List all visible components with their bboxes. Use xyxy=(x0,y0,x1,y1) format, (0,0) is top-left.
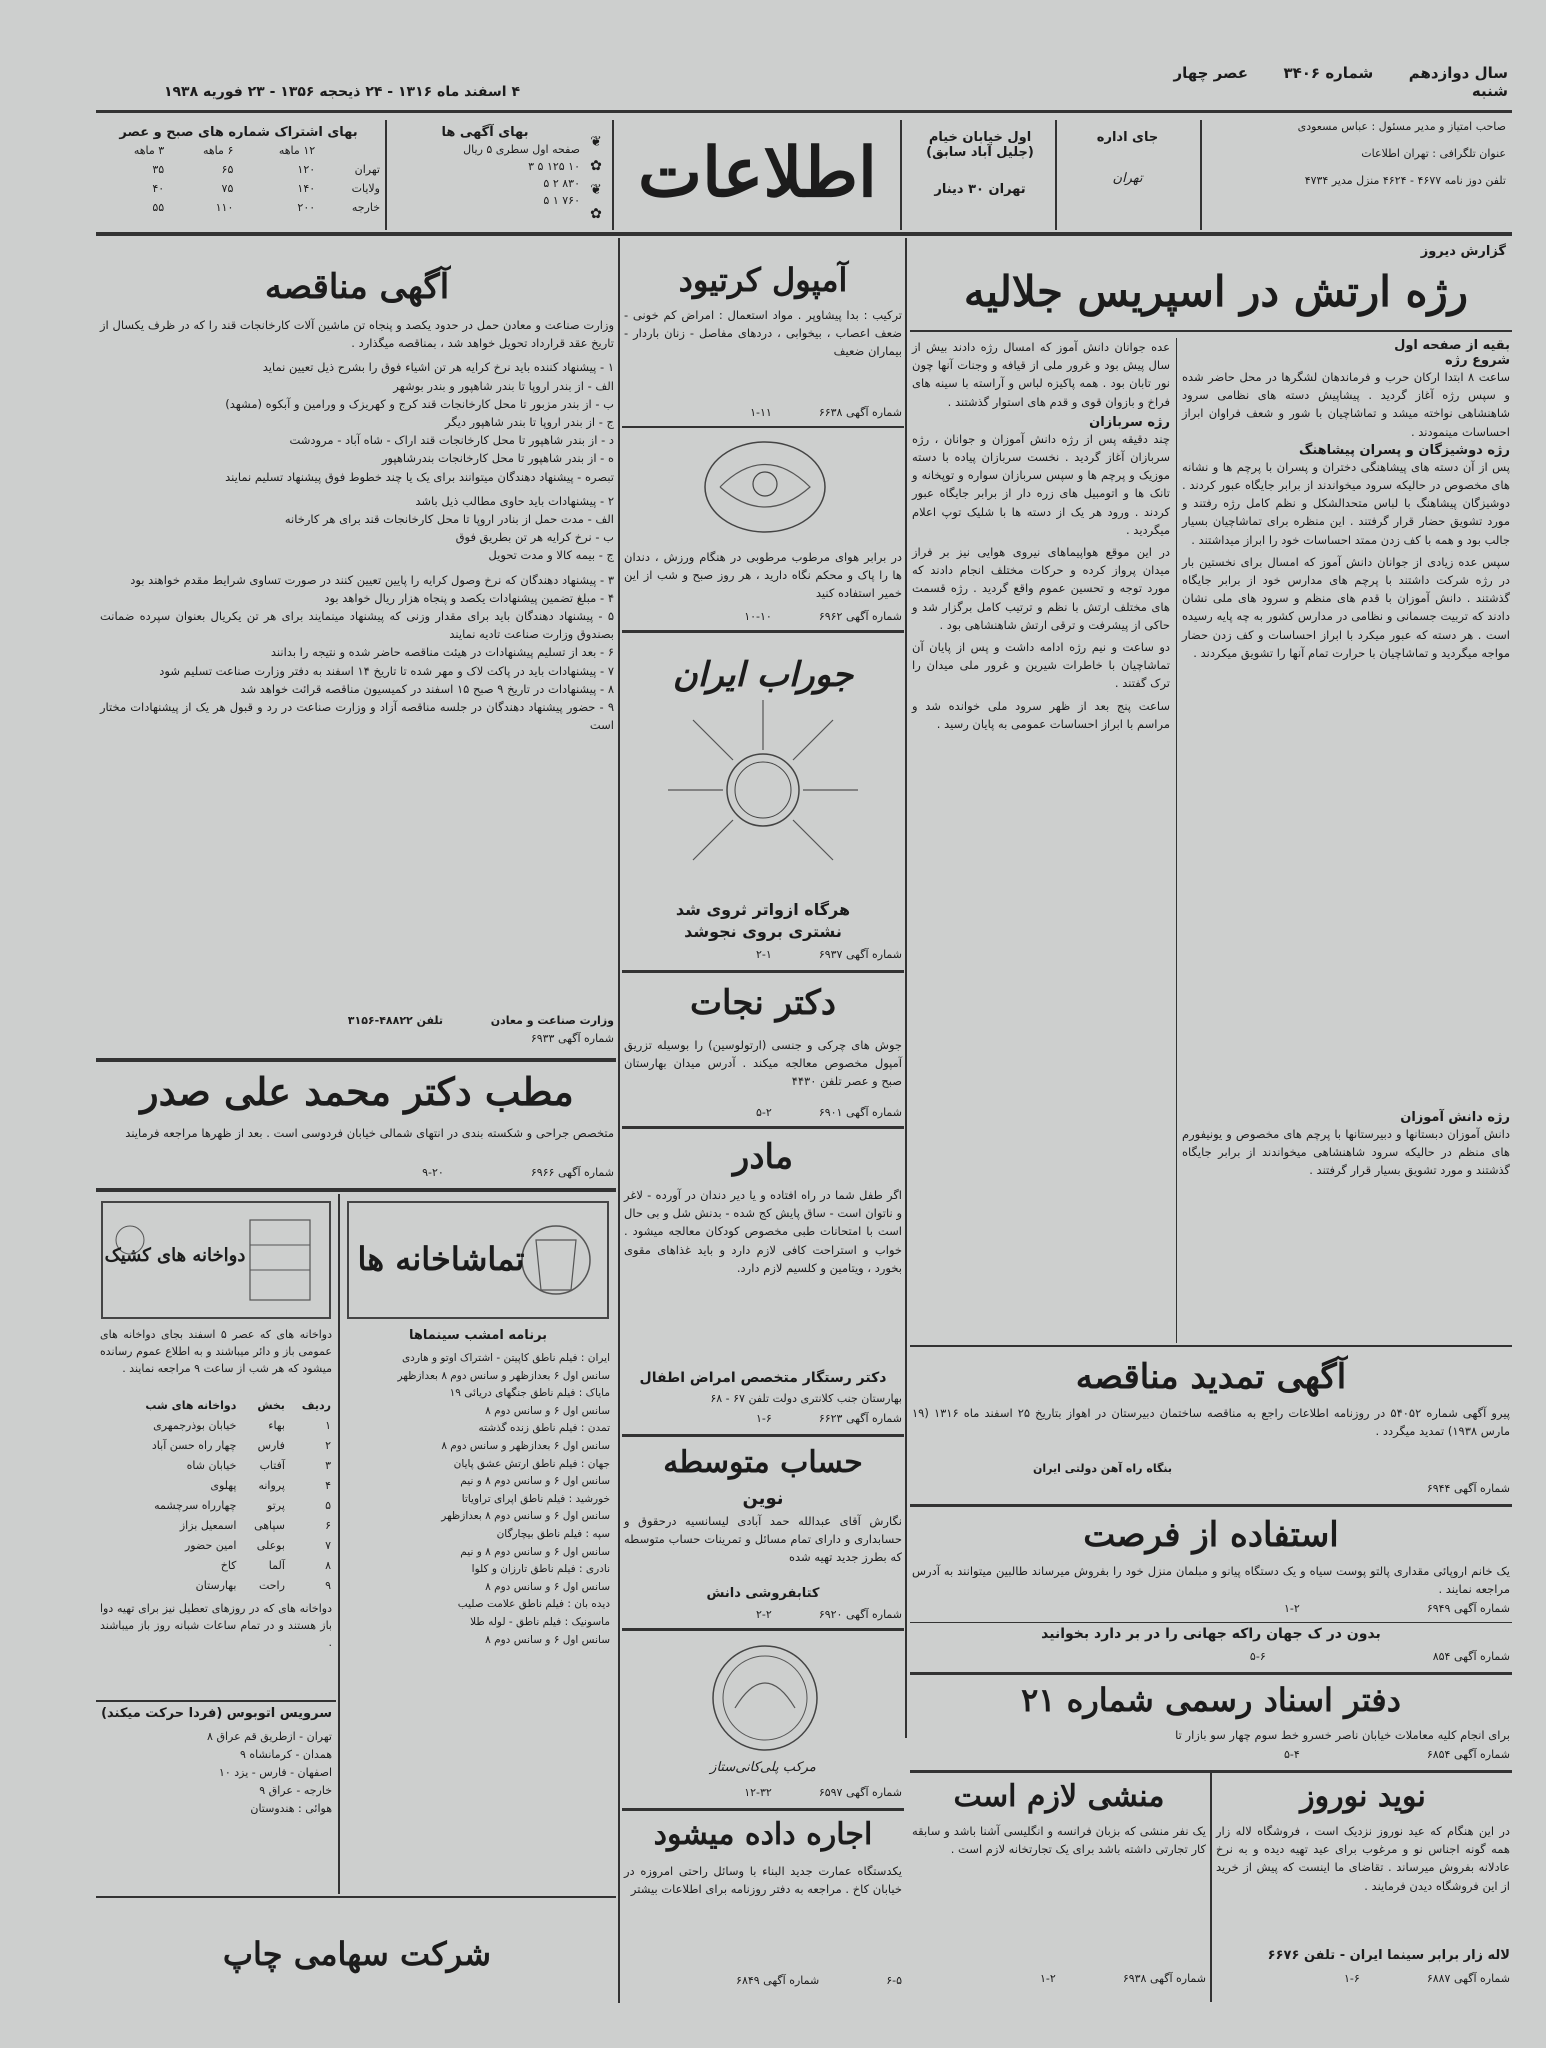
ad-price-row: ۱۰ ۱۲۵ ۵ ۳ xyxy=(528,160,580,173)
article-paragraph: دو ساعت و نیم رژه ادامه داشت و پس از پایان آن تماشاچیان با خاطرات شیرین و غرور ملی میدان را ترک گفتند . xyxy=(912,640,1170,691)
header-office-block xyxy=(1065,130,1190,186)
logo-ad-rule xyxy=(622,1808,904,1811)
notary-num: ۴-۵ xyxy=(1284,1748,1300,1761)
jawrab-stock xyxy=(624,946,902,963)
tender1-item: ۳ - پیشنهاد دهندگان که نرخ وصول کرایه را پایین تعیین کنند در صورت تساوی شرایط مقدم خواهند بود xyxy=(130,572,614,587)
accounting-stock xyxy=(624,1606,902,1623)
office-stock-num: شماره آگهی ۶۹۶۶ xyxy=(530,1166,614,1179)
cinema-line: سانس اول ۶ و سانس دوم ۸ و نیم xyxy=(460,1475,610,1488)
subscription-block xyxy=(96,124,381,217)
cell: بوعلی xyxy=(256,1539,285,1552)
opportunity-line: بدون در ک جهان راکه جهانی را در بر دارد بخوانید xyxy=(1041,1626,1381,1642)
article-paragraph: ساعت پنج بعد از ظهر سرود ملی خوانده شد و مراسم با ابراز احساسات عمومی به پایان رسید . xyxy=(912,698,1170,731)
tender1-item: ۵ - پیشنهاد دهندگان باید برای مقدار وزنی که پیشنهاد مینمایند برای هر تن یکریال بعنوان سپرده ضمانت بصندوق وزارت صناعت تادیه نمایند xyxy=(100,609,614,642)
secretary-text: یک نفر منشی که بزبان فرانسه و انگلیسی آشنا باشد و سابقه کار تجارتی داشته باشد برای یک تجارتخانه لازم است . xyxy=(912,1824,1206,1857)
pharmacy-trains-title: سرویس اتوبوس (فردا حرکت میکند) xyxy=(101,1706,332,1721)
header-divider-4 xyxy=(612,120,614,230)
article-title: رژه ارتش در اسپریس جلالیه xyxy=(963,267,1469,316)
pharmacy-rule xyxy=(96,1700,336,1702)
cell: ۱۴۰ xyxy=(297,182,316,195)
tender1-item: ۲ - پیشنهادات باید حاوی مطالب ذیل باشد xyxy=(415,493,614,508)
tender2-title: آگهی تمدید مناقصه xyxy=(1075,1357,1347,1397)
subscription-table xyxy=(96,141,381,217)
pharmacy-trains xyxy=(100,1728,332,1818)
header-rule-top xyxy=(96,110,1512,113)
cinema-line: سانس اول ۶ بعدازظهر و سانس دوم ۸ بعدازظهر xyxy=(397,1369,610,1382)
cinema-line: سانس اول ۶ و سانس دوم ۸ xyxy=(485,1580,610,1593)
cell: ۶۵ xyxy=(221,163,234,176)
ampoule-text: ترکیب : بدا پیشاوپر . مواد استعمال : امراض کم خونی - ضعف اعصاب ، بیخوابی ، دردهای مفاصل - زنان باردار - بیماران ضعیف xyxy=(624,308,902,359)
footer-company: شرکت سهامی چاپ xyxy=(222,1935,492,1973)
secretary-title: منشی لازم است xyxy=(953,1779,1165,1814)
tender1-item: ه - از بندر شاهپور تا محل کارخانجات بندرشاهپور xyxy=(381,451,614,466)
train-line: اصفهان - فارس - یزد ۱۰ xyxy=(218,1766,332,1779)
opportunity-stock2-num: شماره آگهی ۸۵۴ xyxy=(1432,1650,1510,1663)
cell: فارس xyxy=(257,1439,285,1452)
article-paragraph: عده جوانان دانش آموز که امسال رژه دادند بیش از سال پیش بود و غرور ملی از قیافه و وجنات آنها چون نور تابان بود . همه پاکیزه لباس و آراسته با سینه های فراخ و بازوان قوی و قدم های استوار گذشتند . xyxy=(912,340,1170,409)
article-paragraph: پس از آن دسته های پیشاهنگی دختران و پسران با پرچم ها و نشانه های مخصوص در حالیکه سرود میخواندند از برابر جایگاه عبور کردند . دوشیزگان پیشاهنگ با لباس متحدالشکل و نظم کامل رژه رفتند و مورد تشویق حضار قرار گرفتند . این منظره برای تماشاچیان بسیار جالب بود و همه با کف زدن ممتد احساسات خود را ابراز میداشتند . xyxy=(1182,459,1510,547)
ampoule-num: ۱۱-۱ xyxy=(750,406,772,419)
jawrab-rule xyxy=(622,970,904,973)
cell: ۲۰۰ xyxy=(297,201,316,214)
cell: آفتاب xyxy=(259,1459,285,1472)
rent-text: یکدستگاه عمارت جدید البناء با وسائل راحتی امروزه در خیابان کاخ . مراجعه به دفتر روزنامه برای اطلاعات بیشتر xyxy=(624,1864,902,1897)
notary-title: دفتر اسناد رسمی شماره ۲۱ xyxy=(1021,1681,1401,1719)
cinema-line: تمدن : فیلم ناطق زنده گذشته xyxy=(478,1422,610,1435)
pharmacy-table xyxy=(100,1396,332,1596)
pharmacy-col-head: بخش xyxy=(257,1399,285,1412)
pharmacy-title: دواخانه های کشیک xyxy=(104,1245,246,1266)
cell: تهران xyxy=(354,163,380,176)
pharmacy-header-row xyxy=(100,1396,332,1416)
header-divider-2 xyxy=(1055,120,1057,230)
header-telegraph: عنوان تلگرافی : تهران اطلاعات xyxy=(1361,147,1506,160)
cell: راحت xyxy=(258,1579,285,1592)
cell: ۲ xyxy=(325,1439,331,1452)
mother-num: ۶-۱ xyxy=(756,1412,772,1425)
column-divider-b xyxy=(618,238,620,2003)
tender1-item: ۱ - پیشنهاد کننده باید نرخ کرایه هر تن اشیاء فوق را بشرح ذیل تعیین نماید xyxy=(262,360,614,375)
doctor-text: جوش های چرکی و جنسی (ارتولوسین) را بوسیله تزریق آمپول مخصوص معالجه میکند . آدرس میدان بهارستان صبح و عصر تلفن ۴۴۳۰ xyxy=(624,1038,902,1089)
tender2-text: پیرو آگهی شماره ۵۴۰۵۲ در روزنامه اطلاعات راجع به مناقصه ساختمان دبیرستان در اهواز بتاریخ ۲۵ اسفند ماه ۱۳۱۶ (۱۹ مارس ۱۹۳۸) تمدید میگردد . xyxy=(912,1406,1511,1439)
cell: چهارراه سرچشمه xyxy=(154,1499,237,1512)
cell: خیابان شاه xyxy=(186,1459,237,1472)
article-col-left xyxy=(912,338,1170,733)
office-rule xyxy=(96,1188,616,1192)
train-line: تهران - ازطریق قم عراق ۸ xyxy=(207,1730,332,1743)
accounting-dist: کتابفروشی دانش xyxy=(706,1586,820,1601)
cell: ۸ xyxy=(325,1559,331,1572)
mother-stock-num: شماره آگهی ۶۶۲۳ xyxy=(818,1412,902,1425)
cell: ۱۲ ماهه xyxy=(278,144,316,157)
opportunity-rule xyxy=(910,1622,1512,1623)
header-issue: شماره ۳۴۰۶ xyxy=(1283,64,1374,82)
nowruz-shop-name: لاله زار برابر سینما ایران xyxy=(1349,1948,1510,1963)
opportunity-num2: ۶-۵ xyxy=(1249,1650,1266,1663)
notary-stock xyxy=(912,1746,1510,1763)
header-rule-bottom xyxy=(96,232,1512,236)
nowruz-stock xyxy=(1216,1970,1510,1987)
train-line: همدان - کرمانشاه ۹ xyxy=(240,1748,332,1761)
accounting-sub: نوین xyxy=(742,1488,784,1509)
tender1-item: تبصره - پیشنهاد دهندگان میتوانند برای یک یا چند خطوط فوق پیشنهاد تسلیم نمایند xyxy=(225,469,614,484)
mother-doc: دکتر رستگار متخصص امراض اطفال xyxy=(639,1370,887,1386)
ampoule-title: آمپول کرتیود xyxy=(678,261,848,299)
cinema-header: تماشاخانه ها xyxy=(357,1240,525,1278)
tender1-item: ۴ - مبلغ تضمین پیشنهادات یکصد و پنجاه هزار ریال خواهد بود xyxy=(324,590,614,605)
pharmacy-row xyxy=(100,1556,332,1576)
header-divider-1 xyxy=(1200,120,1202,230)
nowruz-num: ۶-۱ xyxy=(1344,1972,1360,1985)
tender1-sign: وزارت صناعت و معادن xyxy=(490,1014,614,1027)
tender1-item: ۷ - پیشنهادات باید در پاکت لاک و مهر شده تا تاریخ ۱۴ اسفند به دفتر وزارت صناعت تسلیم شود xyxy=(159,663,614,678)
cell: ۴ xyxy=(325,1479,331,1492)
ornament-column: ❦ ✿ ❦ ✿ xyxy=(590,134,602,222)
header-phone: تلفن دوز نامه ۴۶۷۷ - ۴۶۲۴ منزل مدیر ۴۷۳۴ xyxy=(1304,174,1506,187)
cinema-line: ایران : فیلم ناطق کاپیتن - اشتراک اوتو و هاردی xyxy=(401,1352,610,1364)
secretary-num: ۲-۱ xyxy=(1040,1972,1056,1985)
ad-prices-block xyxy=(390,124,580,209)
tender1-item: ج - از بندر اروپا تا بندر شاهپور دیگر xyxy=(445,415,614,430)
opportunity-stock xyxy=(912,1600,1510,1617)
cell: امین حضور xyxy=(184,1539,237,1552)
cell: ۹ xyxy=(325,1579,331,1592)
pharmacy-note: دواخانه های که در روزهای تعطیل نیز برای تهیه دوا باز هستند و در تمام ساعات شبانه روز باز میباشند . xyxy=(100,1602,332,1649)
header-office-stamp: تهران xyxy=(1112,171,1143,186)
ad-price-row: ۷۶۰ ۱ ۵ xyxy=(543,194,580,207)
cell: ۱۲۰ xyxy=(297,163,316,176)
article-end-rule xyxy=(910,1345,1512,1347)
doctor-stock xyxy=(624,1104,902,1121)
logo-ad-num: ۳۲-۱۲ xyxy=(744,1786,772,1799)
office-text: متخصص جراحی و شکسته بندی در انتهای شمالی خیابان فردوسی است . بعد از ظهرها مراجعه فرمایند xyxy=(125,1126,614,1140)
cell: ۷ xyxy=(325,1539,331,1552)
cinema-title: برنامه امشب سینماها xyxy=(408,1328,548,1343)
opportunity-num: ۲-۱ xyxy=(1284,1602,1300,1615)
article-kicker: گزارش دیروز xyxy=(1420,244,1506,259)
cinema-line: جهان : فیلم ناطق ارتش عشق پایان xyxy=(453,1457,610,1470)
tender1-rule xyxy=(96,1058,616,1062)
article-sub3: رژه سربازان xyxy=(1089,414,1170,430)
jawrab-num: ۱-۲ xyxy=(756,948,772,961)
header-price: تهران ۳۰ دینار xyxy=(934,182,1026,197)
nowruz-tel: تلفن ۶۶۷۶ xyxy=(1267,1948,1336,1963)
nowruz-text: در این هنگام که عید نوروز نزدیک است ، فروشگاه لاله زار همه گونه اجناس نو و مرغوب برای عید تهیه دیده و به نرخ عادلانه بفروش میرساند . تقاضای ما اینست که پیش از خرید از این فروشگاه دیدن فرمایند . xyxy=(1216,1824,1510,1893)
cell: خیابان بوذرجمهری xyxy=(153,1419,237,1432)
cinema-line: سپه : فیلم ناطق بیچارگان xyxy=(496,1527,610,1540)
mother-text: اگر طفل شما در راه افتاده و یا دیر دندان در آورده - لاغر و ناتوان است - ساق پایش کج شده - بدنش شل و بی حال است با امتحانات طبی مخصوص کودکان معالجه میشود . خواب و استراحت کافی لازم دارد و باید غذاهای مقوی بخورد ، ویتامین و کلسیم لازم دارد. xyxy=(624,1188,902,1275)
article-title-rule xyxy=(910,330,1512,332)
brand-ad-text: در برابر هوای مرطوب مرطوبی در هنگام ورزش ، دندان ها را پاک و محکم نگاه دارید ، هر روز صبح و شب از این خمیر استفاده کنید xyxy=(624,550,902,601)
article-paragraph: چند دقیقه پس از رژه دانش آموزان و جوانان ، رژه سربازان آغاز گردید . نخست سربازان پیاده با دسته موزیک و پرچم ها و سپس سربازان سواره و توپخانه و تانک ها و اتومبیل های زره دار از برابر جایگاه عبور کردند . ورود هر یک از دسته ها با شلیک توپ اعلام میگردید . xyxy=(912,431,1170,537)
ad-prices-title: بهای آگهی ها xyxy=(441,125,529,140)
jawrab-stock-num: شماره آگهی ۶۹۳۷ xyxy=(818,948,902,961)
pharmacy-row xyxy=(100,1536,332,1556)
cinema-line: سانس اول ۶ و سانس دوم ۸ بعدازظهر xyxy=(441,1510,610,1523)
tender1-item: الف - مدت حمل از بنادر اروپا تا محل کارخانجات قند برای هر کارخانه xyxy=(284,512,614,527)
doctor-stock-num: شماره آگهی ۶۹۰۱ xyxy=(818,1106,902,1119)
cell: سپاهی xyxy=(254,1519,285,1532)
opportunity-stock2 xyxy=(912,1648,1510,1665)
brand-ad-stock xyxy=(624,608,902,625)
cell: پرتو xyxy=(267,1499,285,1512)
jawrab-title: جوراب ایران xyxy=(672,655,854,695)
accounting-stock-num: شماره آگهی ۶۹۲۰ xyxy=(818,1608,902,1621)
train-line: هوائی : هندوستان xyxy=(250,1802,332,1815)
header-address-block xyxy=(910,130,1050,197)
opportunity-stock-num: شماره آگهی ۶۹۴۹ xyxy=(1426,1602,1510,1615)
header-owner: صاحب امتیاز و مدیر مسئول : عباس مسعودی xyxy=(1297,120,1506,133)
cinema-line: سانس اول ۶ بعدازظهر و سانس دوم ۸ xyxy=(441,1439,610,1452)
article-bottom xyxy=(1182,1110,1510,1180)
article-sub1: بقیه از صفحه اول xyxy=(1394,338,1510,353)
office-stock-line xyxy=(100,1164,614,1181)
article-sub1b: شروع رژه xyxy=(1445,353,1510,368)
rent-stock-num: شماره آگهی ۶۸۴۹ xyxy=(736,1974,820,1987)
ad-price-row: صفحه اول سطری ۵ ریال xyxy=(463,143,580,156)
nowruz-title: نوید نوروز xyxy=(1300,1779,1426,1814)
cell xyxy=(316,141,381,160)
header-divider-3 xyxy=(900,120,902,230)
subscription-row xyxy=(96,198,381,217)
opportunity-text: یک خانم اروپائی مقداری پالتو پوست سیاه و یک دستگاه پیانو و مبلمان منزل خود را بفروش میرساند طالبین میتوانند به آدرس مراجعه نمایند . xyxy=(912,1564,1510,1597)
cell: ۱ xyxy=(325,1419,331,1432)
header-date: ۴ اسفند ماه ۱۳۱۶ - ۲۴ ذیحجه ۱۳۵۶ - ۲۳ فوریه ۱۹۳۸ xyxy=(163,84,520,100)
cinema-line: مایاک : فیلم ناطق جنگهای دریائی ۱۹ xyxy=(449,1387,610,1400)
brand-ad-num: ۱۰-۱۰ xyxy=(744,610,772,623)
header-top-right xyxy=(1158,64,1508,100)
pharmacy-row xyxy=(100,1496,332,1516)
opportunity-end-rule xyxy=(910,1672,1512,1675)
tender1-footer xyxy=(100,1012,614,1029)
cell: ۵ xyxy=(325,1499,331,1512)
jawrab-tag1: هرگاه ازواتر ثروی شد xyxy=(675,900,851,919)
tender1-title: آگهی مناقصه xyxy=(264,267,450,307)
ampoule-stock-num: شماره آگهی ۶۶۳۸ xyxy=(818,406,902,419)
doctor-title: دکتر نجات xyxy=(690,983,836,1023)
tender2-stock: شماره آگهی ۶۹۴۴ xyxy=(1426,1482,1510,1495)
article-col-right xyxy=(1182,338,1510,662)
cell: ۱۱۰ xyxy=(215,201,234,214)
cell: ۳ ماهه xyxy=(133,144,165,157)
cell: کاخ xyxy=(220,1559,237,1572)
masthead: اطلاعات xyxy=(638,133,877,213)
article-paragraph: ساعت ۸ ابتدا ارکان حرب و فرماندهان لشگرها در محل حاضر شده و سپس رژه آغاز گردید . پیشاپیش دسته های نظامی سرود شاهنشاهی نواخته میشد و تماشاچیان با شور و شعف فراوان ابراز احساسات مینمودند . xyxy=(1182,370,1510,439)
article-paragraph: سپس عده زیادی از جوانان دانش آموز که امسال برای نخستین بار در رژه شرکت داشتند با پرچم های مدارس خود از برابر جایگاه گذشتند . دانش آموزان با قدم های منظم و سرود های ملی نشان دادند که تربیت جسمانی و نظامی در مدارس کشور به چه پایه رسیده است . هر دسته که عبور میکرد با ابراز احساسات و کف زدن حضار مواجه میگردید و تماشاچیان با حرارت تمام آنها را تشویق میکردند . xyxy=(1182,554,1510,660)
pharmacy-row xyxy=(100,1476,332,1496)
brand-ad-stock-num: شماره آگهی ۶۹۶۲ xyxy=(818,610,902,623)
pharmacy-row xyxy=(100,1576,332,1596)
ad-price-row: ۸۳۰ ۲ ۵ xyxy=(543,177,580,190)
tender1-item: د - از بندر شاهپور تا محل کارخانجات قند اراک - شاه آباد - مرودشت xyxy=(289,433,614,448)
pharmacy-col-head: ردیف xyxy=(301,1399,331,1412)
tender1-item: ۸ - پیشنهادات در تاریخ ۹ صبح ۱۵ اسفند در کمیسیون مناقصه قرائت خواهد شد xyxy=(240,681,614,696)
logo-ad-stock xyxy=(624,1784,902,1801)
tender1-item: ۹ - حضور پیشنهاد دهندگان در جلسه مناقصه آزاد و وزارت صناعت در رد و قبول هر یک از پیشنهادات مختار است xyxy=(100,700,614,733)
article-sub4: رژه دانش آموزان xyxy=(1400,1110,1510,1125)
mother-title: مادر xyxy=(732,1137,794,1177)
left-inner-divider xyxy=(338,1194,340,1894)
article-sub2: رژه دوشیزگان و پسران پیشاهنگ xyxy=(1299,442,1510,458)
footer-rule xyxy=(96,1896,616,1898)
cell: ۶ ماهه xyxy=(202,144,234,157)
rent-title: اجاره داده میشود xyxy=(653,1817,873,1852)
cell: بهارستان xyxy=(195,1579,237,1592)
cell: ولایات xyxy=(351,182,380,195)
article-inner-divider xyxy=(1176,338,1177,1343)
doctor-rule xyxy=(622,1126,904,1129)
subscription-row xyxy=(96,179,381,198)
bottom-right-divider xyxy=(1210,1772,1212,2002)
accounting-title: حساب متوسطه xyxy=(663,1445,863,1480)
tender1-item: ب - از بندر مزبور تا محل کارخانجات قند کرج و کهریزک و ورامین و آبکوه (مشهد) xyxy=(225,396,614,411)
tender1-tel: تلفن ۴۸۸۲۲-۳۱۵۶ xyxy=(347,1014,444,1027)
cell: خارجه xyxy=(351,201,380,214)
tender1-item: ج - بیمه کالا و مدت تحویل xyxy=(488,548,614,563)
pharmacy-intro: دواخانه های که عصر ۵ اسفند بجای دواخانه های عمومی باز و دائر میباشند و به اطلاع عموم رسانده میشود که هر شب از ساعت ۹ مراجعه نمایند . xyxy=(100,1328,332,1375)
header-day: عصر چهار شنبه xyxy=(1173,64,1508,100)
tender1-stock: شماره آگهی ۶۹۳۳ xyxy=(530,1032,614,1045)
tender1-intro: وزارت صناعت و معادن حمل در حدود یکصد و پنجاه تن ماشین آلات کارخانجات قند را که در ظرف یکسال از تاریخ عقد قرارداد تحویل خواهد شد ، بمناقصه میگذارد . xyxy=(100,318,614,351)
header-year: سال دوازدهم xyxy=(1408,64,1508,82)
cell: آلما xyxy=(268,1559,285,1572)
accounting-num: ۲-۲ xyxy=(756,1608,772,1621)
cinema-line: خورشید : فیلم ناطق اپرای تراویاتا xyxy=(461,1492,610,1505)
nowruz-shop: لاله زار برابر سینما ایران - تلفن ۶۶۷۶ xyxy=(1267,1948,1510,1963)
cell: ۳ xyxy=(325,1459,331,1472)
accounting-rule xyxy=(622,1628,904,1631)
header-address: اول خیابان خیام (جلیل آباد سابق) xyxy=(926,130,1034,160)
tender1-item: ب - نرخ کرایه هر تن بطریق فوق xyxy=(455,530,614,545)
ampoule-rule xyxy=(622,426,904,428)
pharmacy-row xyxy=(100,1416,332,1436)
cell: چهار راه حسن آباد xyxy=(151,1439,237,1452)
secretary-stock xyxy=(912,1970,1206,1987)
cinema-line: سانس اول ۶ و سانس دوم ۸ و نیم xyxy=(460,1545,610,1558)
cinema-line: سانس اول ۶ و سانس دوم ۸ xyxy=(485,1404,610,1417)
jawrab-tag2: نشتری بروی نجوشد xyxy=(684,922,842,941)
rent-num: ۶-۵ xyxy=(886,1974,902,1987)
secretary-stock-num: شماره آگهی ۶۹۳۸ xyxy=(1122,1972,1206,1985)
mother-stock xyxy=(624,1410,902,1427)
mother-rule xyxy=(622,1434,904,1437)
header-divider-5 xyxy=(385,120,387,230)
cinema-line: ماسونیک : فیلم ناطق - لوله طلا xyxy=(470,1615,610,1628)
cinema-list xyxy=(346,1350,610,1649)
subscription-title: بهای اشتراک شماره های صبح و عصر xyxy=(119,125,358,140)
cinema-line: دیده بان : فیلم ناطق علامت صلیب xyxy=(457,1598,610,1611)
pharmacy-row xyxy=(100,1436,332,1456)
article-paragraph: در این موقع هواپیماهای نیروی هوایی نیز بر فراز میدان پرواز کرده و حرکات مختلف انجام دادند که مورد توجه و تحسین عموم واقع گردید . رژه قسمت های مختلف ارتش با نظم و ترتیب کامل برگزار شد و حاکی از پیشرفت و ترقی ارتش شاهنشاهی بود . xyxy=(912,545,1170,632)
nowruz-stock-num: شماره آگهی ۶۸۸۷ xyxy=(1426,1972,1510,1985)
tender2-rule xyxy=(910,1504,1512,1507)
rent-stock xyxy=(624,1972,902,1989)
opportunity-title: استفاده از فرصت xyxy=(1083,1515,1339,1555)
emblem-drawing xyxy=(690,432,840,542)
cell: بهاء xyxy=(268,1419,285,1432)
ampoule-stock xyxy=(624,404,902,421)
pharmacy-row xyxy=(100,1516,332,1536)
cell: پهلوی xyxy=(210,1479,237,1492)
doctor-num: ۲-۵ xyxy=(756,1106,772,1119)
brand-ad-rule xyxy=(622,630,904,633)
notary-text: برای انجام کلیه معاملات خیابان ناصر خسرو خط سوم چهار سو بازار تا xyxy=(1175,1728,1510,1742)
logo-ad-stock-num: شماره آگهی ۶۵۹۷ xyxy=(818,1786,902,1799)
tender2-sign: بنگاه راه آهن دولتی ایران xyxy=(1033,1462,1172,1475)
cell: ۴۰ xyxy=(152,182,165,195)
accounting-text: نگارش آقای عبدالله حمد آبادی لیسانسیه درحقوق و حسابداری و دارای تمام مسائل و تمرینات حساب متوسطه که بطرز جدید تهیه شده xyxy=(624,1514,902,1565)
logo-ad-caption: مرکب پلی‌کانی‌ستاز xyxy=(710,1760,816,1775)
header-owner-block xyxy=(1216,118,1506,189)
subscription-row xyxy=(96,160,381,179)
cell: ۶ xyxy=(325,1519,331,1532)
cell: اسمعیل بزاز xyxy=(179,1519,237,1532)
mother-address: بهارستان جنب کلانتری دولت تلفن ۶۷ - ۶۸ xyxy=(710,1392,902,1405)
tender1-item: الف - از بندر اروپا تا بندر شاهپور و بندر بوشهر xyxy=(393,378,614,393)
cell: ۳۵ xyxy=(152,163,165,176)
tender1-body xyxy=(100,316,614,734)
train-line: خارجه - عراق ۹ xyxy=(259,1784,332,1797)
cinema-line: نادری : فیلم ناطق تارزان و کلوا xyxy=(471,1563,610,1576)
pharmacy-col-head: دواخانه های شب xyxy=(145,1399,237,1412)
office-num: ۲۰-۹ xyxy=(422,1166,444,1179)
tender1-item: ۶ - بعد از تسلیم پیشنهادات در هیئت مناقصه حاضر شده و نتیجه را بدانند xyxy=(270,645,614,660)
pharmacy-row xyxy=(100,1456,332,1476)
article-paragraph: دانش آموزان دبستانها و دبیرستانها با پرچم های مخصوص و یونیفورم های منظم در حالیکه سرود شاهنشاهی میخواندند از برابر جایگاه گذشتند و مورد تشویق بسیار قرار گرفتند . xyxy=(1182,1127,1510,1178)
office-title: مطب دکتر محمد علی صدر xyxy=(140,1069,574,1114)
header-office-label: جای اداره xyxy=(1096,130,1159,145)
cell: ۷۵ xyxy=(221,182,234,195)
cell: پروانه xyxy=(258,1479,285,1492)
cell: ۵۵ xyxy=(152,201,165,214)
column-divider-a xyxy=(905,238,907,1738)
cinema-line: سانس اول ۶ و سانس دوم ۸ xyxy=(485,1633,610,1646)
notary-stock-num: شماره آگهی ۶۸۵۴ xyxy=(1426,1748,1510,1761)
logo-ad-emblem xyxy=(700,1638,830,1758)
subscription-row xyxy=(96,141,381,160)
